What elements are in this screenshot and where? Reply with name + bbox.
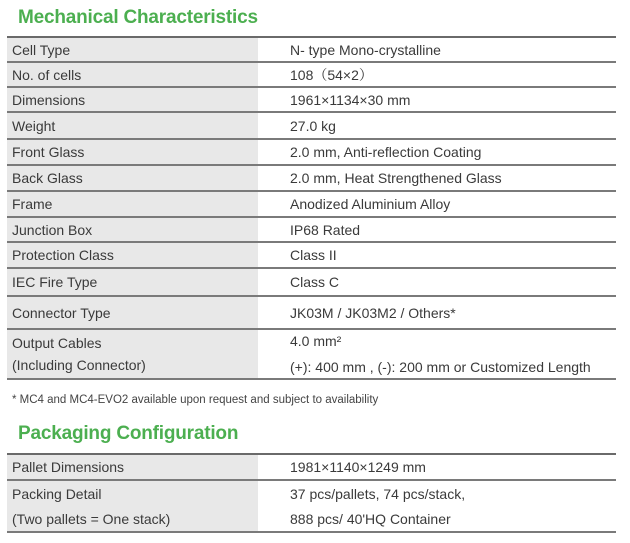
table-row-frame — [7, 191, 616, 217]
table-row-junction-box — [7, 217, 616, 242]
row-label: Frame — [7, 191, 258, 217]
mechanical-characteristics-title: Mechanical Characteristics — [18, 7, 258, 28]
row-label-line1: Output Cables — [12, 335, 102, 351]
row-value-line1: 4.0 mm² — [290, 333, 342, 349]
table-row-front-glass — [7, 139, 616, 165]
row-label: No. of cells — [7, 62, 258, 87]
table-row-dimensions — [7, 87, 616, 112]
row-value: 1981×1140×1249 mm — [258, 454, 616, 480]
table-row-cell-type — [7, 37, 616, 62]
row-value: N- type Mono-crystalline — [258, 37, 616, 62]
row-label: Connector Type — [7, 296, 258, 329]
row-label — [7, 329, 258, 379]
table-row-iec-fire-type — [7, 268, 616, 296]
row-label — [7, 480, 258, 532]
row-label: Dimensions — [7, 87, 258, 112]
row-value: 2.0 mm, Heat Strengthened Glass — [258, 165, 616, 191]
row-value: 108（54×2） — [258, 62, 616, 87]
table-row-packing-detail — [7, 480, 616, 532]
row-value: JK03M / JK03M2 / Others* — [258, 296, 616, 329]
table-row-back-glass — [7, 165, 616, 191]
table-row-protection-class — [7, 242, 616, 268]
row-label: Weight — [7, 112, 258, 139]
row-label: Protection Class — [7, 242, 258, 268]
packaging-configuration-title: Packaging Configuration — [18, 423, 239, 444]
row-label-line2: (Including Connector) — [12, 357, 146, 373]
row-value-line2: (+): 400 mm , (-): 200 mm or Customized Length — [290, 359, 591, 375]
row-value: 2.0 mm, Anti-reflection Coating — [258, 139, 616, 165]
row-value — [258, 480, 616, 532]
table-row-pallet-dimensions — [7, 454, 616, 480]
row-value: Anodized Aluminium Alloy — [258, 191, 616, 217]
footnote: * MC4 and MC4-EVO2 available upon request and subject to availability — [12, 394, 379, 406]
row-label: Cell Type — [7, 37, 258, 62]
table-row-no-of-cells — [7, 62, 616, 87]
row-label: Back Glass — [7, 165, 258, 191]
row-label: IEC Fire Type — [7, 268, 258, 296]
row-label-line2: (Two pallets = One stack) — [12, 510, 171, 527]
table-row-connector-type — [7, 296, 616, 329]
mechanical-characteristics-table — [7, 36, 616, 380]
row-label: Front Glass — [7, 139, 258, 165]
row-label-line1: Packing Detail — [12, 485, 102, 502]
row-value: Class II — [258, 242, 616, 268]
row-value-line1: 37 pcs/pallets, 74 pcs/stack, — [290, 485, 466, 502]
packaging-configuration-table — [7, 453, 616, 533]
row-value: IP68 Rated — [258, 217, 616, 242]
row-value-line2: 888 pcs/ 40'HQ Container — [290, 510, 451, 527]
table-row-output-cables — [7, 329, 616, 379]
row-value: Class C — [258, 268, 616, 296]
row-value: 1961×1134×30 mm — [258, 87, 616, 112]
row-label: Junction Box — [7, 217, 258, 242]
row-label: Pallet Dimensions — [7, 454, 258, 480]
row-value: 27.0 kg — [258, 112, 616, 139]
row-value — [258, 329, 616, 379]
table-row-weight — [7, 112, 616, 139]
